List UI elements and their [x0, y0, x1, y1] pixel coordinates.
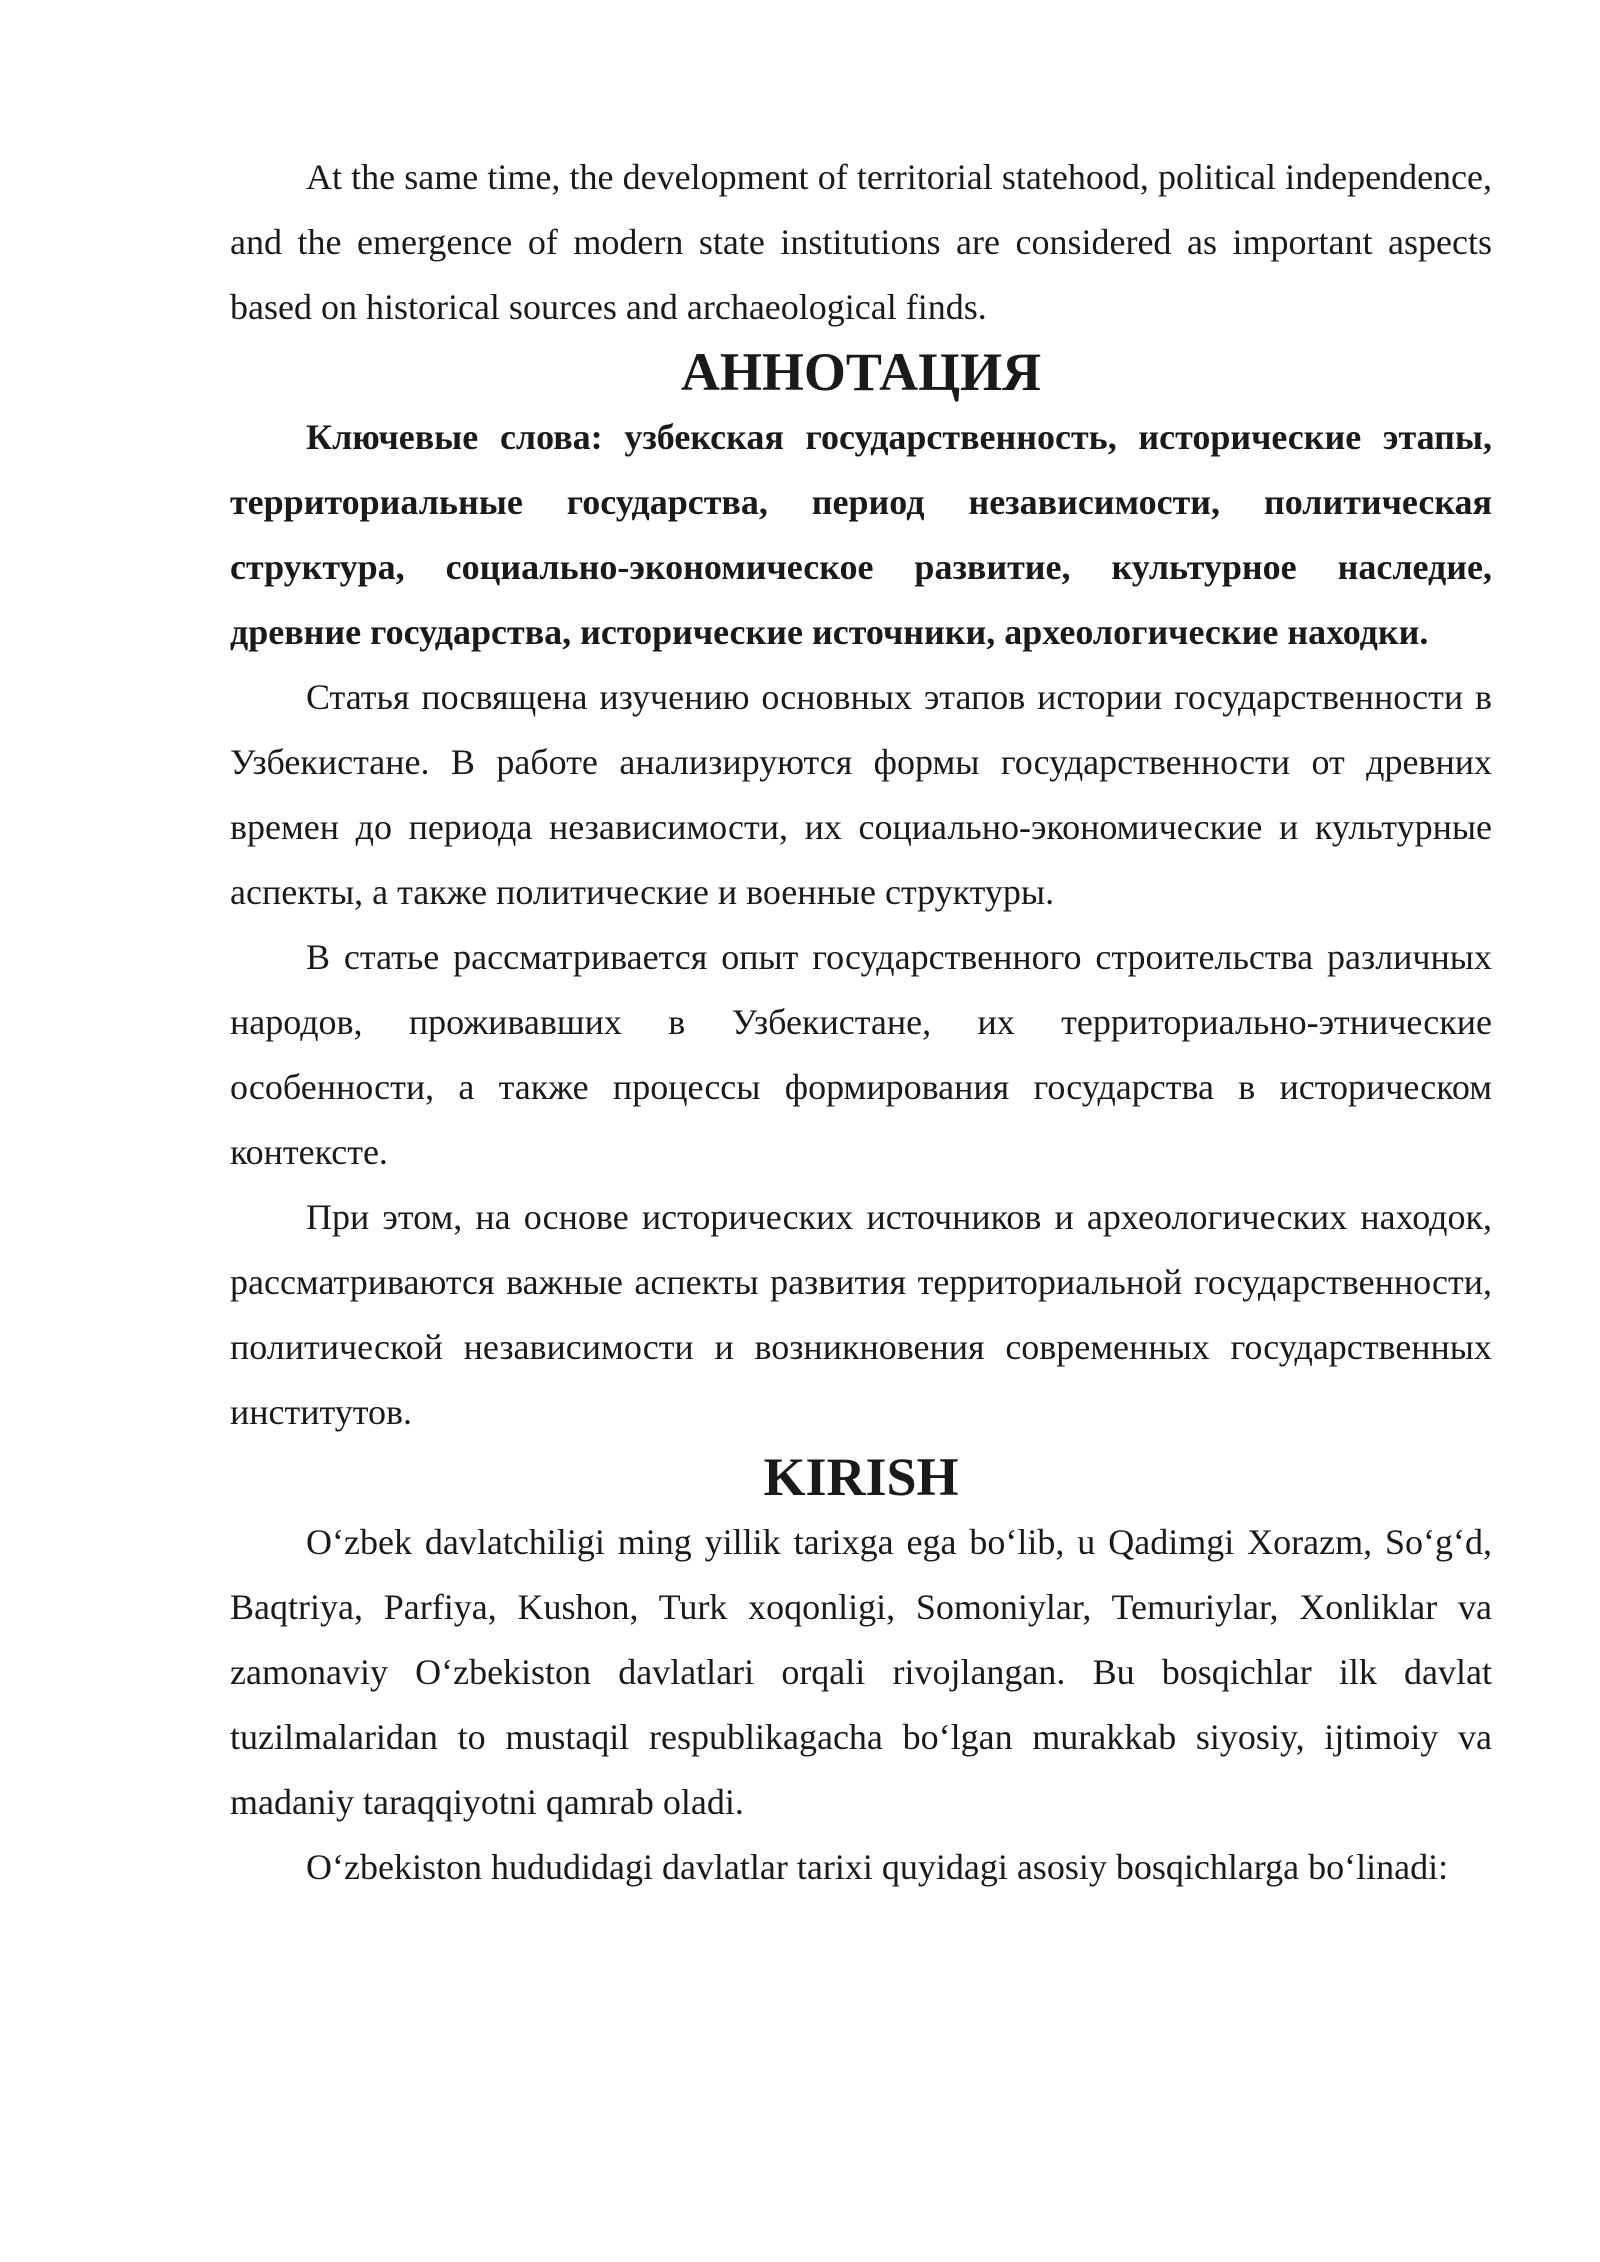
keywords-paragraph: Ключевые слова: узбекская государственность, исторические этапы, территориальные государства, период независимости, политическая структура, социально-экономическое развитие, культурное наследие, древние государства, исторические источники, археологические находки.: [230, 417, 1492, 652]
introduction-paragraph-1: O‘zbek davlatchiligi ming yillik tarixga ega bo‘lib, u Qadimgi Xorazm, So‘g‘d, Baqtriya, Parfiya, Kushon, Turk xoqonligi, Somoniylar, Temuriylar, Xonliklar va zamonaviy O‘zbekiston davlatlari orqali rivojlangan. Bu bosqichlar ilk davlat tuzilmalaridan to mustaqil respublikagacha bo‘lgan murakkab siyosiy, ijtimoiy va madaniy taraqqiyotni qamrab oladi.: [230, 1522, 1492, 1822]
annotation-heading: АННОТАЦИЯ: [680, 342, 1042, 402]
english-conclusion-paragraph: At the same time, the development of territorial statehood, political independence, and the emergence of modern state institutions are considered as important aspects based on historical sources and archaeological finds.: [230, 157, 1492, 327]
annotation-paragraph-1: Статья посвящена изучению основных этапов истории государственности в Узбекистане. В работе анализируются формы государственности от древних времен до периода независимости, их социально-экономические и культурные аспекты, а также политические и военные структуры.: [230, 677, 1492, 912]
introduction-heading: KIRISH: [763, 1447, 959, 1507]
annotation-paragraph-3: При этом, на основе исторических источников и археологических находок, рассматриваются важные аспекты развития территориальной государственности, политической независимости и возникновения современных государственных институтов.: [230, 1197, 1492, 1432]
document-page: [230, 145, 1492, 1900]
introduction-paragraph-2: O‘zbekiston hududidagi davlatlar tarixi quyidagi asosiy bosqichlarga bo‘linadi:: [306, 1847, 1449, 1887]
annotation-paragraph-2: В статье рассматривается опыт государственного строительства различных народов, проживавших в Узбекистане, их территориально-этнические особенности, а также процессы формирования государства в историческом контексте.: [230, 937, 1492, 1172]
